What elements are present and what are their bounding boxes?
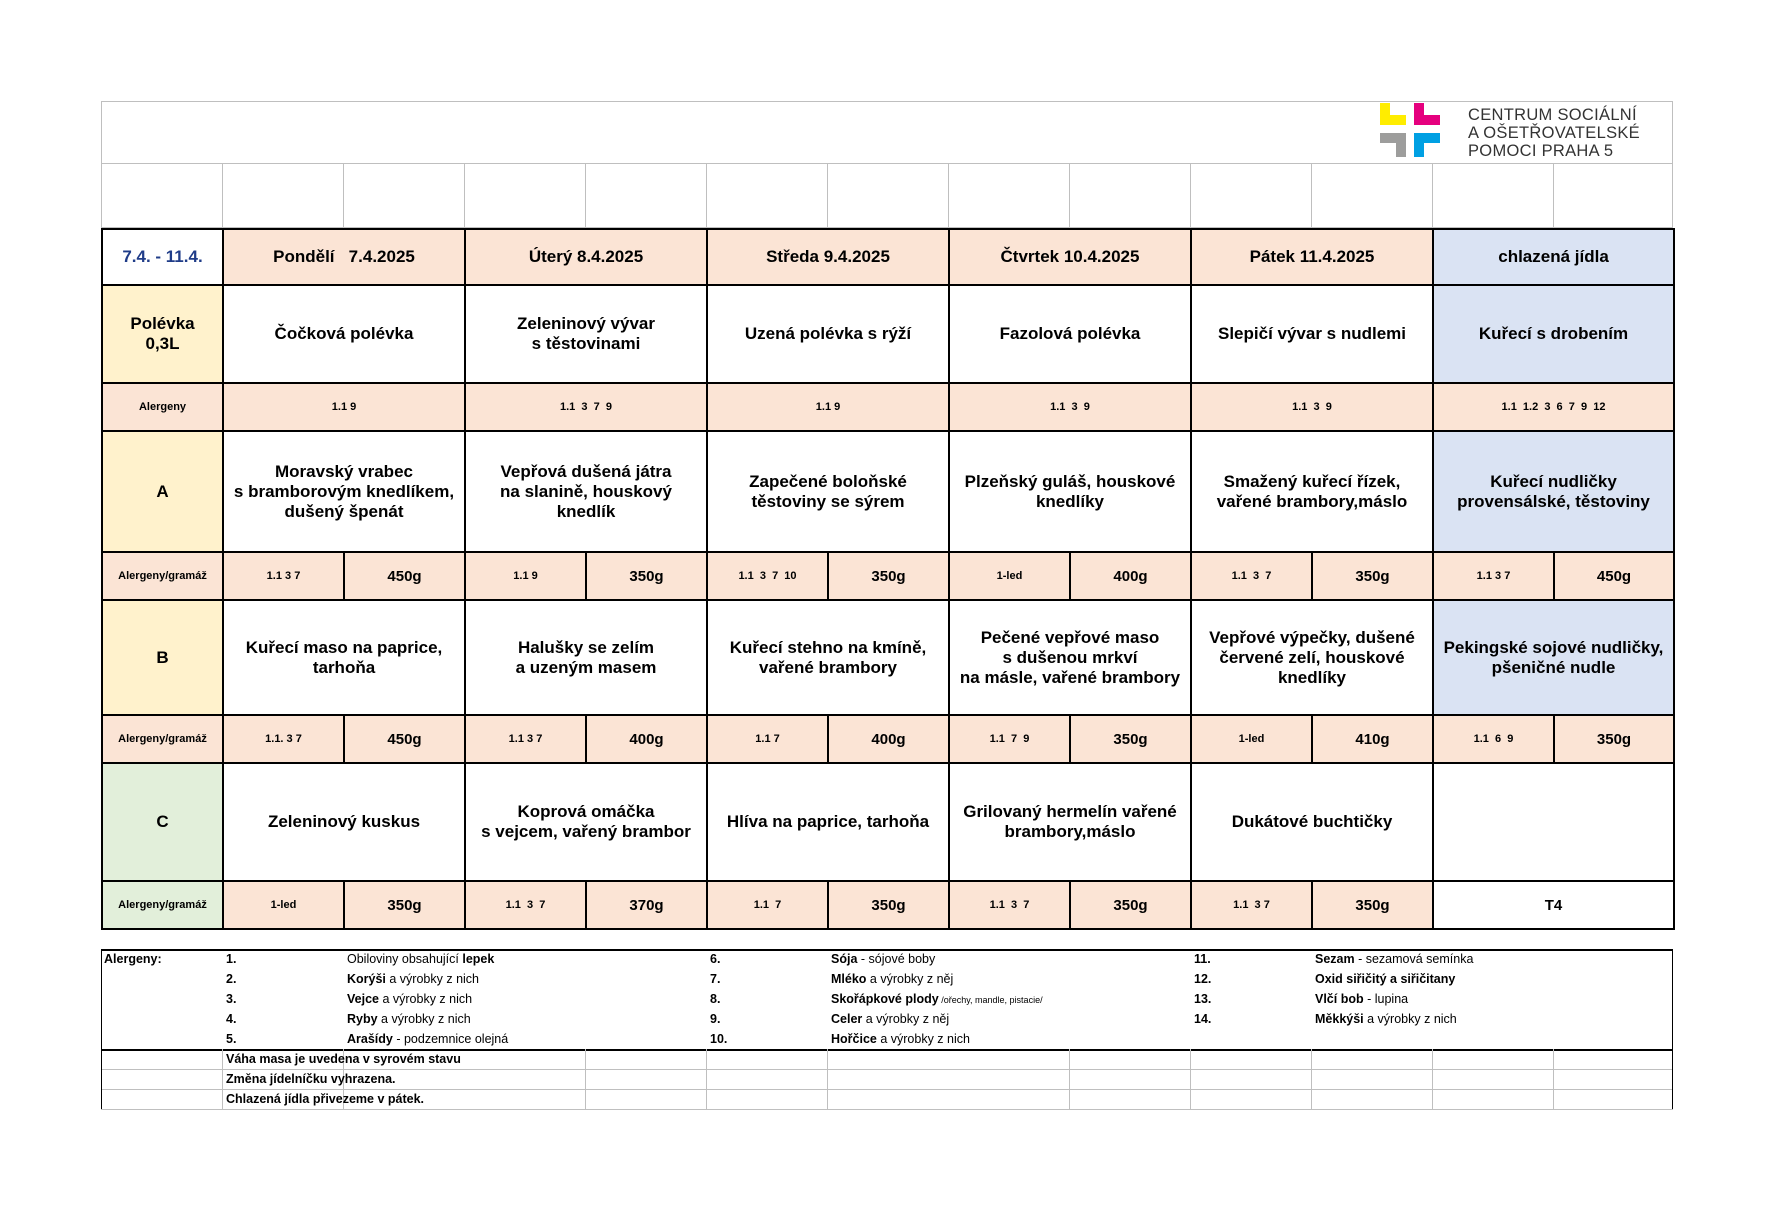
allergen-cell: 1-led (949, 552, 1070, 600)
weight-cell: 350g (1312, 552, 1433, 600)
menu-c-label: C (102, 763, 223, 881)
menu-b-item: Kuřecí stehno na kmíně, vařené brambory (707, 600, 949, 715)
weight-cell: 350g (828, 881, 949, 929)
logo-line-2: A OŠETŘOVATELSKÉ (1468, 124, 1640, 142)
legend-num: 7. (710, 972, 721, 986)
day-header-friday: Pátek 11.4.2025 (1191, 229, 1433, 285)
legend-text: Obiloviny obsahující lepek (347, 952, 495, 966)
legend-text: Vlčí bob - lupina (1315, 992, 1409, 1006)
legend-num: 4. (226, 1012, 237, 1026)
legend-text: Oxid siřičitý a siřičitany (1315, 972, 1456, 986)
menu-a-item: Plzeňský guláš, houskové knedlíky (949, 431, 1191, 552)
weight-cell: 450g (1554, 552, 1674, 600)
legend-num: 6. (710, 952, 721, 966)
legend-num: 2. (226, 972, 237, 986)
menu-a-row (102, 431, 1674, 552)
logo-row (101, 101, 1673, 164)
legend-text: Vejce a výrobky z nich (347, 992, 473, 1006)
menu-a-sub-label: Alergeny/gramáž (102, 552, 223, 600)
menu-a-allergen-row (102, 552, 1674, 600)
legend-num: 11. (1194, 952, 1211, 966)
weight-cell: 450g (344, 552, 465, 600)
weekly-menu-table (101, 228, 1675, 930)
menu-b-sub-label: Alergeny/gramáž (102, 715, 223, 763)
menu-a-item: Vepřová dušená játra na slanině, houskový knedlík (465, 431, 707, 552)
allergen-cell: 1.1 3 7 (1191, 881, 1312, 929)
legend-text: Sója - sójové boby (831, 952, 936, 966)
day-header-monday: Pondělí 7.4.2025 (223, 229, 465, 285)
note-chilled-delivery: Chlazená jídla přivezeme v pátek. (226, 1092, 424, 1106)
weight-cell: 350g (1554, 715, 1674, 763)
menu-a-item: Smažený kuřecí řízek, vařené brambory,máslo (1191, 431, 1433, 552)
allergen-cell: 1.1 9 (465, 552, 586, 600)
soup-item: Slepičí vývar s nudlemi (1191, 285, 1433, 383)
allergen-cell: 1.1. 3 7 (223, 715, 344, 763)
menu-a-label: A (102, 431, 223, 552)
menu-b-allergen-row (102, 715, 1674, 763)
menu-c-row (102, 763, 1674, 881)
spacer-row (101, 164, 1673, 228)
weight-cell: 350g (1070, 881, 1191, 929)
header-row (102, 229, 1674, 285)
chilled-code-cell: T4 (1433, 881, 1674, 929)
menu-a-item: Zapečené boloňské těstoviny se sýrem (707, 431, 949, 552)
menu-c-item: Hlíva na paprice, tarhoňa (707, 763, 949, 881)
weight-cell: 350g (586, 552, 707, 600)
logo-text (1468, 106, 1640, 160)
allergen-cell: 1.1 7 9 (949, 715, 1070, 763)
legend-row (101, 969, 1673, 989)
soup-allergen-label: Alergeny (102, 383, 223, 431)
legend-row (101, 1029, 1673, 1049)
menu-c-allergen-row (102, 881, 1674, 929)
day-header-wednesday: Středa 9.4.2025 (707, 229, 949, 285)
menu-b-item: Pekingské sojové nudličky, pšeničné nudle (1433, 600, 1674, 715)
weight-cell: 350g (1070, 715, 1191, 763)
weight-cell: 350g (1312, 881, 1433, 929)
allergen-cell: 1-led (1191, 715, 1312, 763)
logo-line-3: POMOCI PRAHA 5 (1468, 142, 1614, 160)
legend-text: Celer a výrobky z něj (831, 1012, 950, 1026)
legend-text: Ryby a výrobky z nich (347, 1012, 471, 1026)
note-row (101, 1049, 1673, 1069)
note-menu-change: Změna jídelníčku vyhrazena. (226, 1072, 396, 1086)
legend-text: Hořčice a výrobky z nich (831, 1032, 970, 1046)
menu-b-row (102, 600, 1674, 715)
menu-a-item: Kuřecí nudličky provensálské, těstoviny (1433, 431, 1674, 552)
organization-logo (1378, 102, 1658, 165)
weight-cell: 370g (586, 881, 707, 929)
menu-b-item: Kuřecí maso na paprice, tarhoňa (223, 600, 465, 715)
menu-c-item: Dukátové buchtičky (1191, 763, 1433, 881)
weight-cell: 400g (586, 715, 707, 763)
week-range: 7.4. - 11.4. (102, 229, 223, 285)
allergen-cell: 1.1 3 7 (465, 715, 586, 763)
legend-text: Arašídy - podzemnice olejná (347, 1032, 509, 1046)
soup-allergens: 1.1 3 9 (949, 383, 1191, 431)
menu-c-item: Koprová omáčka s vejcem, vařený brambor (465, 763, 707, 881)
menu-b-label: B (102, 600, 223, 715)
soup-label-line-2: 0,3L (145, 334, 180, 353)
legend-title: Alergeny: (104, 952, 162, 966)
menu-c-sub-label: Alergeny/gramáž (102, 881, 223, 929)
legend-text: Mléko a výrobky z něj (831, 972, 954, 986)
day-header-thursday: Čtvrtek 10.4.2025 (949, 229, 1191, 285)
legend-num: 10. (710, 1032, 728, 1046)
soup-allergens: 1.1 3 9 (1191, 383, 1433, 431)
legend-num: 14. (1194, 1012, 1212, 1026)
weight-cell: 410g (1312, 715, 1433, 763)
menu-b-item: Halušky se zelím a uzeným masem (465, 600, 707, 715)
weight-cell: 450g (344, 715, 465, 763)
menu-c-item: Grilovaný hermelín vařené brambory,máslo (949, 763, 1191, 881)
menu-c-item-empty (1433, 763, 1674, 881)
day-header-tuesday: Úterý 8.4.2025 (465, 229, 707, 285)
legend-num: 5. (226, 1032, 237, 1046)
legend-num: 13. (1194, 992, 1212, 1006)
soup-row (102, 285, 1674, 383)
weight-cell: 350g (344, 881, 465, 929)
menu-a-item: Moravský vrabec s bramborovým knedlíkem, dušený špenát (223, 431, 465, 552)
soup-allergens: 1.1 1.2 3 6 7 9 12 (1433, 383, 1674, 431)
soup-item: Zeleninový vývar s těstovinami (465, 285, 707, 383)
legend-num: 9. (710, 1012, 721, 1026)
legend-num: 8. (710, 992, 721, 1006)
legend-row (101, 949, 1673, 969)
legend-text: Skořápkové plody /ořechy, mandle, pistacie/ (831, 992, 1043, 1006)
allergen-cell: 1.1 3 7 (1433, 552, 1554, 600)
soup-item: Kuřecí s drobením (1433, 285, 1674, 383)
menu-b-item: Pečené vepřové maso s dušenou mrkví na másle, vařené brambory (949, 600, 1191, 715)
weight-cell: 400g (828, 715, 949, 763)
allergen-cell: 1.1 3 7 10 (707, 552, 828, 600)
note-row (101, 1069, 1673, 1089)
menu-c-item: Zeleninový kuskus (223, 763, 465, 881)
note-row (101, 1089, 1673, 1109)
allergen-cell: 1.1 3 7 (1191, 552, 1312, 600)
allergen-cell: 1.1 3 7 (223, 552, 344, 600)
allergen-cell: 1.1 3 7 (949, 881, 1070, 929)
note-raw-weight: Váha masa je uvedena v syrovém stavu (226, 1052, 461, 1066)
legend-num: 1. (226, 952, 237, 966)
legend-text: Korýši a výrobky z nich (347, 972, 479, 986)
day-header-chilled: chlazená jídla (1433, 229, 1674, 285)
logo-line-1: CENTRUM SOCIÁLNÍ (1468, 106, 1637, 124)
soup-allergens: 1.1 9 (707, 383, 949, 431)
soup-item: Fazolová polévka (949, 285, 1191, 383)
legend-text: Měkkýši a výrobky z nich (1315, 1012, 1457, 1026)
legend-row (101, 989, 1673, 1009)
legend-row (101, 1009, 1673, 1029)
allergen-cell: 1.1 7 (707, 881, 828, 929)
menu-b-item: Vepřové výpečky, dušené červené zelí, houskové knedlíky (1191, 600, 1433, 715)
soup-allergens: 1.1 3 7 9 (465, 383, 707, 431)
allergen-cell: 1.1 7 (707, 715, 828, 763)
allergen-cell: 1-led (223, 881, 344, 929)
soup-allergens: 1.1 9 (223, 383, 465, 431)
soup-label-line-1: Polévka (130, 314, 195, 333)
legend-num: 3. (226, 992, 237, 1006)
soup-item: Uzená polévka s rýží (707, 285, 949, 383)
soup-allergen-row (102, 383, 1674, 431)
weight-cell: 350g (828, 552, 949, 600)
weight-cell: 400g (1070, 552, 1191, 600)
cross-logo-icon (1378, 102, 1458, 165)
legend-num: 12. (1194, 972, 1212, 986)
soup-item: Čočková polévka (223, 285, 465, 383)
soup-label (102, 285, 223, 383)
legend-text: Sezam - sezamová semínka (1315, 952, 1474, 966)
allergen-cell: 1.1 6 9 (1433, 715, 1554, 763)
allergen-cell: 1.1 3 7 (465, 881, 586, 929)
